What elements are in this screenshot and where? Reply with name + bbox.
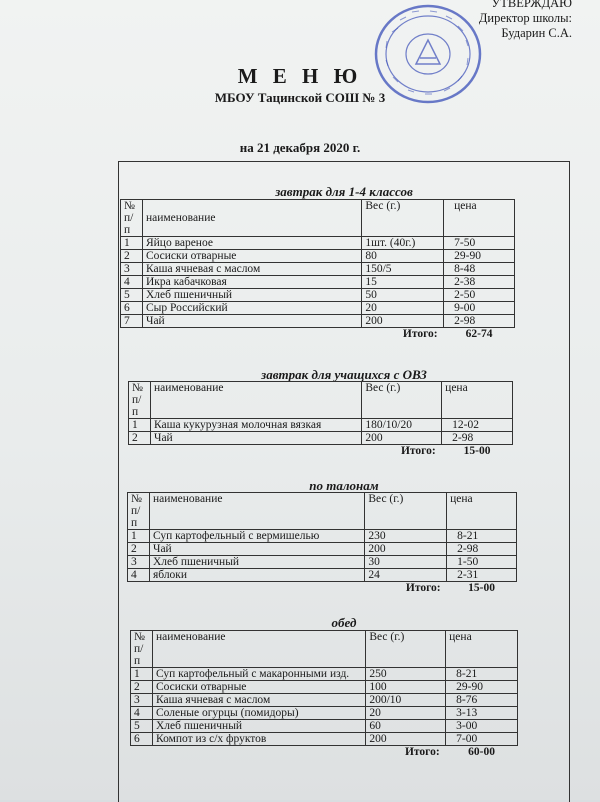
row-num: 4 [131, 707, 153, 720]
item-price: 2-38 [444, 276, 515, 289]
col-weight-header: Вес (г.) [362, 200, 444, 237]
item-price: 29-90 [446, 681, 518, 694]
table-header-row [129, 382, 513, 419]
col-name-header: наименование [142, 200, 361, 237]
item-weight: 230 [365, 530, 447, 543]
row-num: 3 [128, 556, 150, 569]
table-header-row [121, 200, 515, 237]
item-price: 7-00 [446, 733, 518, 746]
item-name: Каша ячневая с маслом [142, 263, 361, 276]
table-row [128, 543, 517, 556]
item-weight: 50 [362, 289, 444, 302]
row-num: 2 [121, 250, 143, 263]
item-name: Чай [150, 432, 361, 445]
section-title-lunch: обед [331, 615, 357, 630]
item-weight: 200/10 [366, 694, 446, 707]
item-name: Хлеб пшеничный [142, 289, 361, 302]
table-row [121, 289, 515, 302]
table-row [121, 237, 515, 250]
menu-table-breakfast-ovz [128, 381, 513, 461]
school-name: МБОУ Тацинской СОШ № 3 [214, 90, 386, 105]
item-price: 3-13 [446, 707, 518, 720]
total-label: Итого: [400, 445, 436, 457]
col-num-header: № п/п [128, 493, 150, 530]
col-num-header: № п/п [121, 200, 143, 237]
item-name: Суп картофельный с макаронными изд. [152, 668, 365, 681]
total-row [128, 582, 517, 598]
item-price: 2-31 [447, 569, 517, 582]
item-weight: 24 [365, 569, 447, 582]
row-num: 6 [121, 302, 143, 315]
item-price: 2-98 [447, 543, 517, 556]
table-row [128, 569, 517, 582]
col-price-header: цена [447, 493, 517, 530]
item-price: 8-76 [446, 694, 518, 707]
section-title-breakfast-ovz: завтрак для учащихся с ОВЗ [261, 367, 427, 382]
approval-block [479, 0, 572, 41]
table-row [129, 419, 513, 432]
item-name: Соленые огурцы (помидоры) [152, 707, 365, 720]
menu-table-coupons [127, 492, 517, 598]
col-weight-header: Вес (г.) [365, 493, 447, 530]
menu-date: на 21 декабря 2020 г. [239, 140, 361, 155]
row-num: 2 [131, 681, 153, 694]
total-label: Итого: [402, 328, 438, 340]
item-weight: 180/10/20 [362, 419, 442, 432]
col-weight-header: Вес (г.) [366, 631, 446, 668]
item-weight: 200 [366, 733, 446, 746]
item-name: Сыр Российский [142, 302, 361, 315]
table-row [131, 668, 518, 681]
item-price: 7-50 [444, 237, 515, 250]
approval-line-1: УТВЕРЖДАЮ [491, 0, 572, 10]
item-weight: 250 [366, 668, 446, 681]
row-num: 1 [128, 530, 150, 543]
item-weight: 80 [362, 250, 444, 263]
item-price: 2-98 [442, 432, 513, 445]
item-price: 2-98 [444, 315, 515, 328]
menu-title: М Е Н Ю [237, 64, 363, 88]
table-row [121, 276, 515, 289]
col-num-header: № п/п [131, 631, 153, 668]
item-name: Компот из с/х фруктов [152, 733, 365, 746]
row-num: 1 [131, 668, 153, 681]
total-row [121, 328, 515, 344]
menu-table-breakfast-1-4 [120, 199, 515, 344]
total-value: 15-00 [463, 445, 491, 457]
row-num: 3 [121, 263, 143, 276]
item-name: яблоки [149, 569, 364, 582]
item-name: Икра кабачковая [142, 276, 361, 289]
item-price: 2-50 [444, 289, 515, 302]
table-row [131, 694, 518, 707]
table-row [121, 250, 515, 263]
item-price: 9-00 [444, 302, 515, 315]
section-title-breakfast-1-4: завтрак для 1-4 классов [275, 184, 413, 199]
row-num: 1 [121, 237, 143, 250]
table-header-row [128, 493, 517, 530]
table-row [129, 432, 513, 445]
table-header-row [131, 631, 518, 668]
col-price-header: цена [442, 382, 513, 419]
item-weight: 60 [366, 720, 446, 733]
table-row [131, 681, 518, 694]
item-weight: 150/5 [362, 263, 444, 276]
row-num: 6 [131, 733, 153, 746]
total-value: 15-00 [468, 582, 495, 594]
row-num: 5 [121, 289, 143, 302]
approval-line-3: Бударин С.А. [501, 26, 572, 40]
item-name: Сосиски отварные [142, 250, 361, 263]
item-name: Чай [142, 315, 361, 328]
col-name-header: наименование [152, 631, 365, 668]
total-row [129, 445, 513, 461]
menu-table-lunch [130, 630, 518, 762]
item-name: Яйцо вареное [142, 237, 361, 250]
item-weight: 100 [366, 681, 446, 694]
item-name: Каша кукурузная молочная вязкая [150, 419, 361, 432]
total-value: 62-74 [465, 328, 493, 340]
total-value: 60-00 [468, 746, 495, 758]
total-row [131, 746, 518, 762]
col-num-header: № п/п [129, 382, 151, 419]
section-title-coupons: по талонам [309, 478, 379, 493]
item-name: Суп картофельный с вермишелью [149, 530, 364, 543]
item-name: Сосиски отварные [152, 681, 365, 694]
item-name: Каша ячневая с маслом [152, 694, 365, 707]
item-price: 29-90 [444, 250, 515, 263]
col-name-header: наименование [149, 493, 364, 530]
row-num: 3 [131, 694, 153, 707]
col-weight-header: Вес (г.) [362, 382, 442, 419]
table-row [121, 315, 515, 328]
item-weight: 200 [362, 315, 444, 328]
table-row [121, 302, 515, 315]
item-weight: 15 [362, 276, 444, 289]
item-name: Хлеб пшеничный [149, 556, 364, 569]
item-name: Хлеб пшеничный [152, 720, 365, 733]
table-row [128, 530, 517, 543]
item-name: Чай [149, 543, 364, 556]
row-num: 2 [129, 432, 151, 445]
col-price-header: цена [444, 200, 515, 237]
item-weight: 200 [362, 432, 442, 445]
table-row [131, 733, 518, 746]
item-price: 1-50 [447, 556, 517, 569]
col-price-header: цена [446, 631, 518, 668]
row-num: 7 [121, 315, 143, 328]
item-weight: 20 [362, 302, 444, 315]
total-label: Итого: [405, 582, 441, 594]
row-num: 1 [129, 419, 151, 432]
item-price: 3-00 [446, 720, 518, 733]
table-row [128, 556, 517, 569]
table-row [131, 707, 518, 720]
item-weight: 200 [365, 543, 447, 556]
row-num: 5 [131, 720, 153, 733]
table-row [121, 263, 515, 276]
item-weight: 1шт. (40г.) [362, 237, 444, 250]
item-price: 12-02 [442, 419, 513, 432]
item-weight: 30 [365, 556, 447, 569]
table-row [131, 720, 518, 733]
col-name-header: наименование [150, 382, 361, 419]
item-weight: 20 [366, 707, 446, 720]
item-price: 8-48 [444, 263, 515, 276]
item-price: 8-21 [447, 530, 517, 543]
row-num: 2 [128, 543, 150, 556]
approval-line-2: Директор школы: [478, 11, 572, 25]
row-num: 4 [128, 569, 150, 582]
row-num: 4 [121, 276, 143, 289]
total-label: Итого: [404, 746, 440, 758]
item-price: 8-21 [446, 668, 518, 681]
